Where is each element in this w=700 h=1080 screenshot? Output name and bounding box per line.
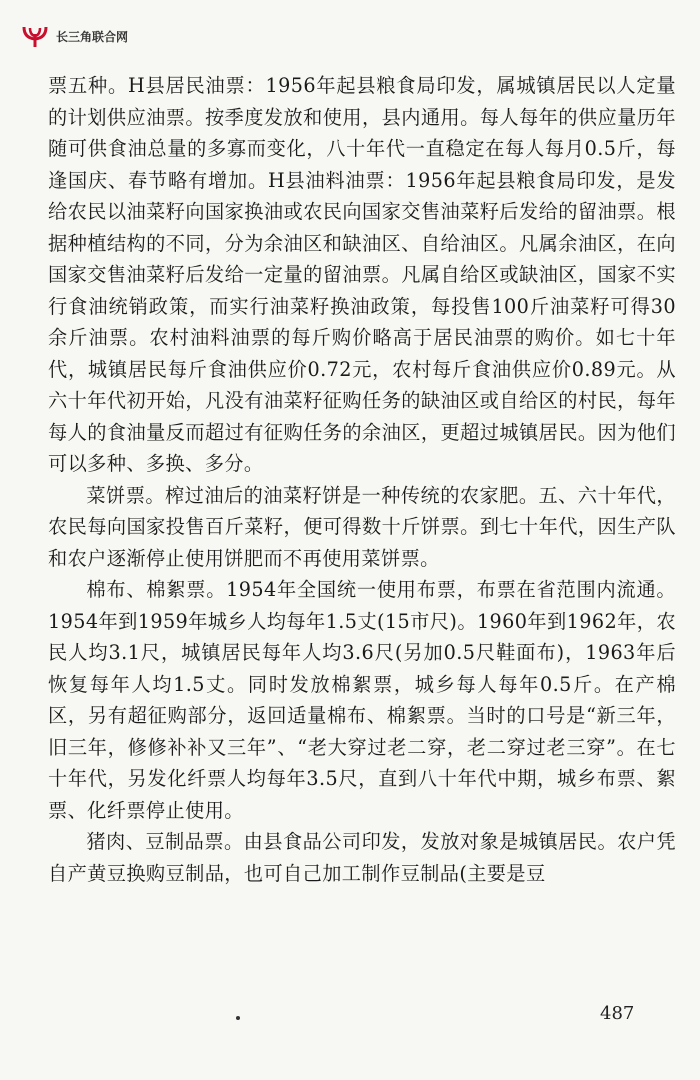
paragraph-cake-tickets: 菜饼票。榨过油后的油菜籽饼是一种传统的农家肥。五、六十年代，农民每向国家投售百斤菜籽，便可得数十斤饼票。到七十年代，因生产队和农户逐渐停止使用饼肥而不再使用菜饼票。 [48,483,676,570]
site-header [20,24,128,48]
paragraph-oil-tickets-continued: 票五种。H县居民油票：1956年起县粮食局印发，属城镇居民以人定量的计划供应油票。按季度发放和使用，县内通用。每人每年的供应量历年随可供食油总量的多寡而变化，八十年代一直稳定在每人每月0.5斤，每逢国庆、春节略有增加。H县油料油票：1956年起县粮食局印发，是发给农民以油菜籽向国家换油或农民向国家交售油菜籽后发给的留油票。根据种植结构的不同，分为余油区和缺油区、自给油区。凡属余油区，在向国家交售油菜籽后发给一定量的留油票。凡属自给区或缺油区，国家不实行食油统销政策，而实行油菜籽换油政策，每投售100斤油菜籽可得30余斤油票。农村油料油票的每斤购价略高于居民油票的购价。如七十年代，城镇居民每斤食油供应价0.72元，农村每斤食油供应价0.89元。从六十年代初开始，凡没有油菜籽征购任务的缺油区或自给区的村民，每年每人的食油量反而超过有征购任务的余油区，更超过城镇居民。因为他们可以多种、多换、多分。 [48,74,676,475]
stray-dot [236,1016,240,1020]
paragraph-cloth-tickets: 棉布、棉絮票。1954年全国统一使用布票，布票在省范围内流通。1954年到1959年城乡人均每年1.5丈(15市尺)。1960年到1962年，农民人均3.1尺，城镇居民每年人均3.6尺(另加0.5尺鞋面布)，1963年后恢复每年人均1.5丈。同时发放棉絮票，城乡每人每年0.5斤。在产棉区，另有超征购部分，返回适量棉布、棉絮票。当时的口号是“新三年，旧三年，修修补补又三年”、“老大穿过老二穿，老二穿过老三穿”。在七十年代，另发化纤票人均每年3.5尺，直到八十年代中期，城乡布票、絮票、化纤票停止使用。 [48,578,676,822]
trident-logo-icon [20,24,50,48]
site-name: 长三角联合网 [56,29,129,44]
document-body [48,70,676,889]
page-number: 487 [600,1003,635,1024]
paragraph-pork-tickets: 猪肉、豆制品票。由县食品公司印发，发放对象是城镇居民。农户凭自产黄豆换购豆制品，也可自己加工制作豆制品(主要是豆 [48,830,676,885]
